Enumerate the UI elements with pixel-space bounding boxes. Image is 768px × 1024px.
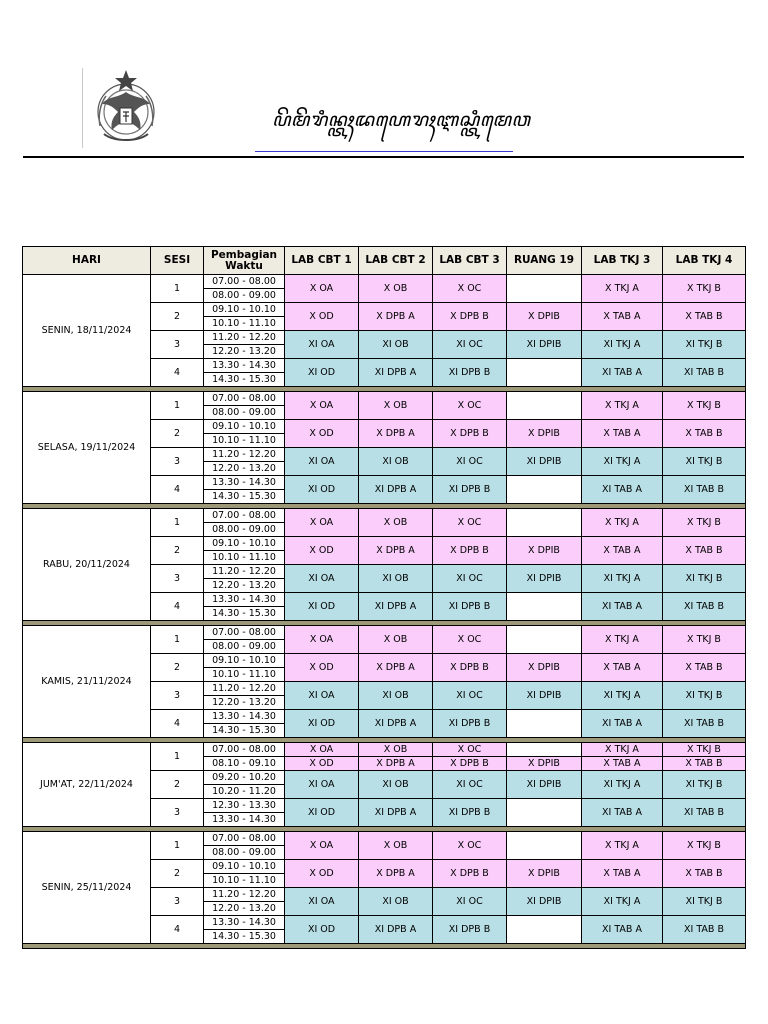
room-assignment: XI OA xyxy=(285,682,359,710)
room-assignment: XI OD xyxy=(285,593,359,621)
room-assignment: X OD xyxy=(285,420,359,448)
time-slot: 14.30 - 15.30 xyxy=(204,607,285,621)
room-assignment xyxy=(507,275,582,303)
room-assignment: X OB xyxy=(359,275,433,303)
room-assignment: XI TKJ B xyxy=(663,565,746,593)
room-assignment: X TKJ B xyxy=(663,275,746,303)
room-assignment: X OC xyxy=(433,275,507,303)
header-rule xyxy=(23,156,744,158)
room-assignment: X TAB A xyxy=(582,537,663,565)
room-assignment: XI TKJ B xyxy=(663,448,746,476)
room-assignment: X TAB A xyxy=(582,757,663,771)
room-assignment xyxy=(507,710,582,738)
session-number: 4 xyxy=(151,359,204,387)
room-assignment: XI DPB A xyxy=(359,593,433,621)
table-row xyxy=(23,509,746,523)
session-number: 2 xyxy=(151,654,204,682)
header-divider xyxy=(82,68,83,148)
session-number: 1 xyxy=(151,509,204,537)
day-label: SELASA, 19/11/2024 xyxy=(23,392,151,504)
time-slot: 08.10 - 09.10 xyxy=(204,757,285,771)
time-slot: 14.30 - 15.30 xyxy=(204,490,285,504)
room-assignment: XI DPB A xyxy=(359,476,433,504)
room-assignment: XI DPB B xyxy=(433,593,507,621)
room-assignment xyxy=(507,916,582,944)
time-slot: 12.30 - 13.30 xyxy=(204,799,285,813)
session-number: 2 xyxy=(151,420,204,448)
time-slot: 14.30 - 15.30 xyxy=(204,373,285,387)
room-assignment: XI OC xyxy=(433,888,507,916)
room-assignment: XI OB xyxy=(359,448,433,476)
room-assignment: X TAB A xyxy=(582,303,663,331)
exam-schedule-table xyxy=(22,246,746,949)
room-assignment: XI OB xyxy=(359,888,433,916)
session-number: 4 xyxy=(151,593,204,621)
room-assignment xyxy=(507,509,582,537)
room-assignment: XI TKJ B xyxy=(663,331,746,359)
day-label: KAMIS, 21/11/2024 xyxy=(23,626,151,738)
room-assignment: XI OA xyxy=(285,448,359,476)
session-number: 3 xyxy=(151,888,204,916)
time-slot: 08.00 - 09.00 xyxy=(204,523,285,537)
room-assignment: XI TAB B xyxy=(663,476,746,504)
room-assignment: XI DPB B xyxy=(433,359,507,387)
room-assignment: XI TAB B xyxy=(663,359,746,387)
room-assignment: XI OB xyxy=(359,682,433,710)
room-assignment: X OB xyxy=(359,392,433,420)
room-assignment: X OC xyxy=(433,832,507,860)
column-header: LAB CBT 2 xyxy=(359,247,433,275)
session-number: 2 xyxy=(151,771,204,799)
time-slot: 10.10 - 11.10 xyxy=(204,874,285,888)
room-assignment: X TKJ A xyxy=(582,392,663,420)
room-assignment: X TAB A xyxy=(582,860,663,888)
time-slot: 12.20 - 13.20 xyxy=(204,345,285,359)
time-slot: 12.20 - 13.20 xyxy=(204,696,285,710)
room-assignment: X DPB B xyxy=(433,757,507,771)
room-assignment: X DPB A xyxy=(359,654,433,682)
day-label: SENIN, 25/11/2024 xyxy=(23,832,151,944)
time-slot: 08.00 - 09.00 xyxy=(204,289,285,303)
room-assignment: X OD xyxy=(285,654,359,682)
time-slot: 13.30 - 14.30 xyxy=(204,476,285,490)
room-assignment: XI DPB B xyxy=(433,476,507,504)
room-assignment: X DPB A xyxy=(359,757,433,771)
room-assignment: XI TAB B xyxy=(663,710,746,738)
room-assignment: XI OB xyxy=(359,331,433,359)
room-assignment: X TKJ A xyxy=(582,626,663,654)
room-assignment: X DPB B xyxy=(433,303,507,331)
room-assignment: X OD xyxy=(285,537,359,565)
room-assignment xyxy=(507,626,582,654)
time-slot: 11.20 - 12.20 xyxy=(204,565,285,579)
column-header: LAB TKJ 3 xyxy=(582,247,663,275)
room-assignment: X TKJ A xyxy=(582,275,663,303)
room-assignment: X TAB B xyxy=(663,654,746,682)
room-assignment: X DPB A xyxy=(359,860,433,888)
day-label: JUM'AT, 22/11/2024 xyxy=(23,743,151,827)
room-assignment: X OA xyxy=(285,392,359,420)
room-assignment: XI DPB B xyxy=(433,799,507,827)
room-assignment: X DPIB xyxy=(507,860,582,888)
room-assignment: X OA xyxy=(285,743,359,757)
room-assignment: XI OA xyxy=(285,331,359,359)
room-assignment: X TKJ A xyxy=(582,509,663,537)
table-row xyxy=(23,832,746,846)
session-number: 1 xyxy=(151,626,204,654)
session-number: 3 xyxy=(151,565,204,593)
room-assignment: X OB xyxy=(359,626,433,654)
time-slot: 08.00 - 09.00 xyxy=(204,640,285,654)
session-number: 1 xyxy=(151,743,204,771)
room-assignment: XI OB xyxy=(359,771,433,799)
room-assignment: XI TKJ A xyxy=(582,682,663,710)
room-assignment: XI OC xyxy=(433,682,507,710)
session-number: 4 xyxy=(151,710,204,738)
session-number: 3 xyxy=(151,448,204,476)
room-assignment: X TAB B xyxy=(663,537,746,565)
room-assignment: X OD xyxy=(285,860,359,888)
room-assignment: XI TKJ B xyxy=(663,771,746,799)
table-row xyxy=(23,743,746,757)
room-assignment: XI TAB A xyxy=(582,593,663,621)
room-assignment: XI TAB A xyxy=(582,359,663,387)
link-underline xyxy=(255,151,513,152)
session-number: 2 xyxy=(151,860,204,888)
room-assignment: XI DPIB xyxy=(507,565,582,593)
room-assignment: XI DPB A xyxy=(359,710,433,738)
room-assignment: X OC xyxy=(433,743,507,757)
room-assignment xyxy=(507,743,582,757)
room-assignment: XI OC xyxy=(433,448,507,476)
room-assignment: X OA xyxy=(285,509,359,537)
time-slot: 07.00 - 08.00 xyxy=(204,509,285,523)
room-assignment: XI OB xyxy=(359,565,433,593)
room-assignment: X OB xyxy=(359,743,433,757)
room-assignment: X DPB A xyxy=(359,420,433,448)
room-assignment: XI OD xyxy=(285,476,359,504)
column-header: Pembagian Waktu xyxy=(204,247,285,275)
time-slot: 09.20 - 10.20 xyxy=(204,771,285,785)
room-assignment: X DPB B xyxy=(433,860,507,888)
time-slot: 10.10 - 11.10 xyxy=(204,551,285,565)
time-slot: 09.10 - 10.10 xyxy=(204,420,285,434)
table-row xyxy=(23,626,746,640)
session-number: 1 xyxy=(151,832,204,860)
room-assignment: X TKJ B xyxy=(663,392,746,420)
room-assignment: X OB xyxy=(359,509,433,537)
room-assignment: XI DPIB xyxy=(507,682,582,710)
room-assignment: XI TKJ B xyxy=(663,888,746,916)
time-slot: 08.00 - 09.00 xyxy=(204,846,285,860)
time-slot: 11.20 - 12.20 xyxy=(204,682,285,696)
room-assignment: X TAB A xyxy=(582,420,663,448)
time-slot: 11.20 - 12.20 xyxy=(204,448,285,462)
day-separator-bar xyxy=(23,944,746,949)
room-assignment: X TKJ A xyxy=(582,743,663,757)
time-slot: 12.20 - 13.20 xyxy=(204,579,285,593)
time-slot: 07.00 - 08.00 xyxy=(204,832,285,846)
time-slot: 14.30 - 15.30 xyxy=(204,724,285,738)
time-slot: 12.20 - 13.20 xyxy=(204,902,285,916)
room-assignment: XI TAB A xyxy=(582,710,663,738)
room-assignment: XI TAB A xyxy=(582,916,663,944)
room-assignment: XI TKJ A xyxy=(582,565,663,593)
time-slot: 10.10 - 11.10 xyxy=(204,434,285,448)
room-assignment: XI TKJ A xyxy=(582,331,663,359)
room-assignment: XI TKJ B xyxy=(663,682,746,710)
room-assignment: XI OA xyxy=(285,565,359,593)
time-slot: 07.00 - 08.00 xyxy=(204,626,285,640)
room-assignment: X DPIB xyxy=(507,537,582,565)
yogyakarta-emblem-logo xyxy=(88,68,164,150)
session-number: 3 xyxy=(151,682,204,710)
room-assignment: X OA xyxy=(285,626,359,654)
time-slot: 09.10 - 10.10 xyxy=(204,537,285,551)
day-label: SENIN, 18/11/2024 xyxy=(23,275,151,387)
room-assignment: XI OD xyxy=(285,710,359,738)
room-assignment: X DPB B xyxy=(433,537,507,565)
session-number: 2 xyxy=(151,537,204,565)
time-slot: 12.20 - 13.20 xyxy=(204,462,285,476)
time-slot: 10.10 - 11.10 xyxy=(204,668,285,682)
room-assignment: X DPIB xyxy=(507,420,582,448)
column-header: LAB CBT 3 xyxy=(433,247,507,275)
room-assignment: XI TKJ A xyxy=(582,888,663,916)
time-slot: 07.00 - 08.00 xyxy=(204,743,285,757)
room-assignment: X TAB B xyxy=(663,303,746,331)
room-assignment: XI DPB A xyxy=(359,916,433,944)
room-assignment: XI OC xyxy=(433,331,507,359)
room-assignment: XI TAB B xyxy=(663,916,746,944)
room-assignment: X TKJ B xyxy=(663,626,746,654)
schedule-body xyxy=(23,275,746,949)
time-slot: 13.30 - 14.30 xyxy=(204,593,285,607)
room-assignment: X TAB A xyxy=(582,654,663,682)
day-label: RABU, 20/11/2024 xyxy=(23,509,151,621)
session-number: 1 xyxy=(151,392,204,420)
session-number: 2 xyxy=(151,303,204,331)
room-assignment: X DPIB xyxy=(507,303,582,331)
room-assignment: X OA xyxy=(285,275,359,303)
room-assignment: X DPIB xyxy=(507,757,582,771)
time-slot: 10.20 - 11.20 xyxy=(204,785,285,799)
room-assignment: XI TAB A xyxy=(582,476,663,504)
room-assignment: X OC xyxy=(433,626,507,654)
room-assignment: XI OA xyxy=(285,771,359,799)
room-assignment: XI DPIB xyxy=(507,448,582,476)
session-number: 4 xyxy=(151,916,204,944)
room-assignment: X DPIB xyxy=(507,654,582,682)
room-assignment: X OC xyxy=(433,509,507,537)
session-number: 3 xyxy=(151,331,204,359)
time-slot: 09.10 - 10.10 xyxy=(204,860,285,874)
room-assignment: XI DPB B xyxy=(433,916,507,944)
time-slot: 11.20 - 12.20 xyxy=(204,888,285,902)
column-header: LAB TKJ 4 xyxy=(663,247,746,275)
room-assignment: XI OD xyxy=(285,799,359,827)
room-assignment: XI DPIB xyxy=(507,771,582,799)
column-header: LAB CBT 1 xyxy=(285,247,359,275)
room-assignment: XI DPB A xyxy=(359,799,433,827)
room-assignment: X TAB B xyxy=(663,860,746,888)
room-assignment: XI OD xyxy=(285,359,359,387)
room-assignment: X TKJ A xyxy=(582,832,663,860)
session-number: 1 xyxy=(151,275,204,303)
session-number: 4 xyxy=(151,476,204,504)
table-row xyxy=(23,275,746,289)
room-assignment: X DPB B xyxy=(433,654,507,682)
room-assignment: X TKJ B xyxy=(663,832,746,860)
room-assignment: XI DPB B xyxy=(433,710,507,738)
room-assignment: XI DPIB xyxy=(507,331,582,359)
room-assignment: X OB xyxy=(359,832,433,860)
room-assignment: X OC xyxy=(433,392,507,420)
column-header: RUANG 19 xyxy=(507,247,582,275)
time-slot: 10.10 - 11.10 xyxy=(204,317,285,331)
time-slot: 14.30 - 15.30 xyxy=(204,930,285,944)
room-assignment: X OD xyxy=(285,303,359,331)
column-header: HARI xyxy=(23,247,151,275)
room-assignment xyxy=(507,476,582,504)
room-assignment xyxy=(507,359,582,387)
room-assignment: XI OC xyxy=(433,771,507,799)
time-slot: 13.30 - 14.30 xyxy=(204,916,285,930)
time-slot: 08.00 - 09.00 xyxy=(204,406,285,420)
room-assignment: X TKJ B xyxy=(663,743,746,757)
room-assignment: X DPB A xyxy=(359,303,433,331)
room-assignment: XI DPB A xyxy=(359,359,433,387)
table-row xyxy=(23,392,746,406)
day-separator xyxy=(23,944,746,949)
room-assignment: XI TAB B xyxy=(663,799,746,827)
room-assignment: X DPB A xyxy=(359,537,433,565)
room-assignment: XI DPIB xyxy=(507,888,582,916)
room-assignment: XI OC xyxy=(433,565,507,593)
room-assignment: X DPB B xyxy=(433,420,507,448)
room-assignment xyxy=(507,832,582,860)
room-assignment: XI TKJ A xyxy=(582,448,663,476)
table-header-row xyxy=(23,247,746,275)
time-slot: 13.30 - 14.30 xyxy=(204,813,285,827)
javanese-script-title: ꦥꦼꦩꦼꦫꦶꦤ꧀ꦠꦃꦢꦲꦺꦫꦃꦆꦱ꧀ꦠꦶꦩꦺꦮ xyxy=(272,109,531,131)
room-assignment: X TAB B xyxy=(663,757,746,771)
room-assignment xyxy=(507,593,582,621)
time-slot: 07.00 - 08.00 xyxy=(204,392,285,406)
room-assignment xyxy=(507,799,582,827)
room-assignment: X TAB B xyxy=(663,420,746,448)
session-number: 3 xyxy=(151,799,204,827)
room-assignment: XI TKJ A xyxy=(582,771,663,799)
column-header: SESI xyxy=(151,247,204,275)
time-slot: 11.20 - 12.20 xyxy=(204,331,285,345)
room-assignment: XI OD xyxy=(285,916,359,944)
time-slot: 13.30 - 14.30 xyxy=(204,710,285,724)
room-assignment: X OD xyxy=(285,757,359,771)
room-assignment xyxy=(507,392,582,420)
room-assignment: X TKJ B xyxy=(663,509,746,537)
room-assignment: XI TAB B xyxy=(663,593,746,621)
room-assignment: X OA xyxy=(285,832,359,860)
time-slot: 07.00 - 08.00 xyxy=(204,275,285,289)
time-slot: 09.10 - 10.10 xyxy=(204,654,285,668)
room-assignment: XI OA xyxy=(285,888,359,916)
time-slot: 09.10 - 10.10 xyxy=(204,303,285,317)
time-slot: 13.30 - 14.30 xyxy=(204,359,285,373)
room-assignment: XI TAB A xyxy=(582,799,663,827)
